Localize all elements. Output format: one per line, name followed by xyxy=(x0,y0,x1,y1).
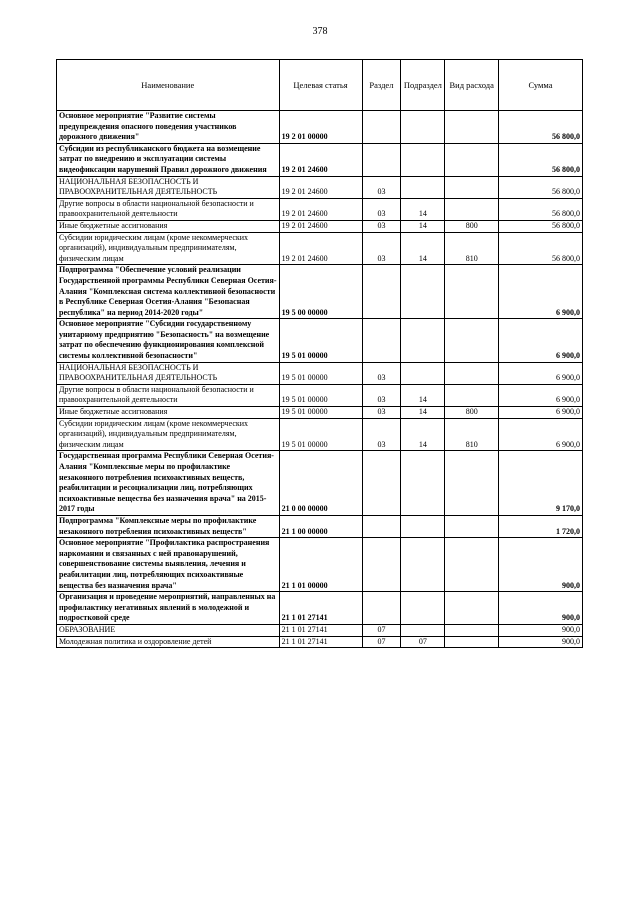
cell-code: 19 2 01 00000 xyxy=(279,111,362,144)
cell-code: 19 5 01 00000 xyxy=(279,362,362,384)
cell-subsection xyxy=(401,111,445,144)
cell-name: НАЦИОНАЛЬНАЯ БЕЗОПАСНОСТЬ И ПРАВООХРАНИТЕЛЬНАЯ ДЕЯТЕЛЬНОСТЬ xyxy=(57,176,280,198)
cell-subsection xyxy=(401,362,445,384)
cell-amount: 900,0 xyxy=(498,636,582,648)
cell-expense-type xyxy=(445,111,499,144)
cell-amount: 900,0 xyxy=(498,592,582,625)
cell-expense-type xyxy=(445,538,499,592)
table-row xyxy=(57,592,583,625)
cell-amount: 6 900,0 xyxy=(498,418,582,451)
cell-section: 03 xyxy=(362,362,401,384)
cell-name: Подпрограмма "Комплексные меры по профилактике незаконного потребления психоактивных веществ" xyxy=(57,515,280,537)
cell-expense-type xyxy=(445,592,499,625)
cell-name: Субсидии из республиканского бюджета на возмещение затрат по внедрению и эксплуатации системы видеофиксации нарушений Правил дорожного движения xyxy=(57,143,280,176)
table-row xyxy=(57,362,583,384)
cell-subsection: 14 xyxy=(401,407,445,419)
table-row xyxy=(57,198,583,220)
table-row xyxy=(57,143,583,176)
cell-amount: 56 800,0 xyxy=(498,198,582,220)
cell-amount: 56 800,0 xyxy=(498,220,582,232)
cell-expense-type: 810 xyxy=(445,418,499,451)
cell-expense-type xyxy=(445,362,499,384)
cell-subsection xyxy=(401,143,445,176)
page-number: 378 xyxy=(312,26,328,37)
cell-section: 07 xyxy=(362,624,401,636)
cell-code: 21 0 00 00000 xyxy=(279,451,362,516)
cell-expense-type xyxy=(445,636,499,648)
cell-amount: 6 900,0 xyxy=(498,407,582,419)
cell-expense-type xyxy=(445,319,499,362)
table-row xyxy=(57,319,583,362)
cell-name: Иные бюджетные ассигнования xyxy=(57,220,280,232)
cell-subsection: 14 xyxy=(401,384,445,406)
cell-name: Субсидии юридическим лицам (кроме некоммерческих организаций), индивидуальным предпринимателям, физическим лицам xyxy=(57,232,280,265)
cell-name: Молодежная политика и оздоровление детей xyxy=(57,636,280,648)
cell-expense-type xyxy=(445,624,499,636)
cell-expense-type xyxy=(445,515,499,537)
cell-section xyxy=(362,451,401,516)
cell-amount: 900,0 xyxy=(498,538,582,592)
cell-section: 03 xyxy=(362,407,401,419)
cell-code: 19 2 01 24600 xyxy=(279,143,362,176)
table-row xyxy=(57,451,583,516)
cell-amount: 900,0 xyxy=(498,624,582,636)
cell-expense-type: 800 xyxy=(445,407,499,419)
table-row xyxy=(57,176,583,198)
cell-section: 03 xyxy=(362,220,401,232)
cell-amount: 56 800,0 xyxy=(498,111,582,144)
cell-name: НАЦИОНАЛЬНАЯ БЕЗОПАСНОСТЬ И ПРАВООХРАНИТЕЛЬНАЯ ДЕЯТЕЛЬНОСТЬ xyxy=(57,362,280,384)
cell-name: Иные бюджетные ассигнования xyxy=(57,407,280,419)
cell-expense-type xyxy=(445,198,499,220)
cell-name: Подпрограмма "Обеспечение условий реализации Государственной программы Республики Северная Осетия-Алания "Комплексная система коллективной безопасности в Республике Северная Осетия-Алания "Безопасная республика" на период 2014-2020 годы" xyxy=(57,265,280,319)
cell-subsection xyxy=(401,319,445,362)
table-row xyxy=(57,636,583,648)
table-row xyxy=(57,407,583,419)
cell-section: 03 xyxy=(362,176,401,198)
cell-amount: 56 800,0 xyxy=(498,143,582,176)
cell-subsection: 14 xyxy=(401,220,445,232)
header-name: Наименование xyxy=(57,60,280,111)
cell-expense-type xyxy=(445,143,499,176)
cell-name: Субсидии юридическим лицам (кроме некоммерческих организаций), индивидуальным предпринимателям, физическим лицам xyxy=(57,418,280,451)
table-row xyxy=(57,111,583,144)
cell-code: 21 1 00 00000 xyxy=(279,515,362,537)
cell-code: 19 2 01 24600 xyxy=(279,232,362,265)
cell-code: 21 1 01 27141 xyxy=(279,624,362,636)
cell-subsection xyxy=(401,451,445,516)
header-section: Раздел xyxy=(362,60,401,111)
cell-code: 21 1 01 27141 xyxy=(279,636,362,648)
cell-amount: 1 720,0 xyxy=(498,515,582,537)
cell-expense-type xyxy=(445,176,499,198)
cell-amount: 6 900,0 xyxy=(498,362,582,384)
cell-expense-type xyxy=(445,451,499,516)
cell-section: 03 xyxy=(362,198,401,220)
table-row xyxy=(57,232,583,265)
cell-expense-type xyxy=(445,265,499,319)
cell-section xyxy=(362,538,401,592)
cell-code: 21 1 01 00000 xyxy=(279,538,362,592)
cell-subsection: 14 xyxy=(401,418,445,451)
cell-subsection xyxy=(401,592,445,625)
cell-expense-type: 810 xyxy=(445,232,499,265)
cell-code: 19 2 01 24600 xyxy=(279,220,362,232)
cell-amount: 56 800,0 xyxy=(498,232,582,265)
cell-section xyxy=(362,592,401,625)
cell-section xyxy=(362,319,401,362)
cell-amount: 6 900,0 xyxy=(498,265,582,319)
table-row xyxy=(57,418,583,451)
cell-name: Основное мероприятие "Развитие системы предупреждения опасного поведения участников дорожного движения" xyxy=(57,111,280,144)
cell-code: 21 1 01 27141 xyxy=(279,592,362,625)
cell-amount: 6 900,0 xyxy=(498,384,582,406)
cell-name: Организация и проведение мероприятий, направленных на профилактику негативных явлений в молодежной и подростковой среде xyxy=(57,592,280,625)
cell-name: ОБРАЗОВАНИЕ xyxy=(57,624,280,636)
cell-name: Другие вопросы в области национальной безопасности и правоохранительной деятельности xyxy=(57,384,280,406)
cell-code: 19 2 01 24600 xyxy=(279,198,362,220)
cell-section xyxy=(362,143,401,176)
cell-subsection xyxy=(401,538,445,592)
cell-subsection xyxy=(401,265,445,319)
cell-subsection xyxy=(401,176,445,198)
table-row xyxy=(57,265,583,319)
table-header-row xyxy=(57,60,583,111)
cell-expense-type xyxy=(445,384,499,406)
cell-name: Основное мероприятие "Субсидии государственному унитарному предприятию "Безопасность" на возмещение затрат по обеспечению функционирования комплексной системы коллективной безопасности" xyxy=(57,319,280,362)
header-amount: Сумма xyxy=(498,60,582,111)
cell-amount: 9 170,0 xyxy=(498,451,582,516)
header-subsection: Подраздел xyxy=(401,60,445,111)
cell-name: Другие вопросы в области национальной безопасности и правоохранительной деятельности xyxy=(57,198,280,220)
cell-code: 19 5 01 00000 xyxy=(279,384,362,406)
table-row xyxy=(57,515,583,537)
cell-subsection xyxy=(401,515,445,537)
table-row xyxy=(57,538,583,592)
cell-code: 19 5 01 00000 xyxy=(279,319,362,362)
cell-section: 07 xyxy=(362,636,401,648)
cell-expense-type: 800 xyxy=(445,220,499,232)
table-row xyxy=(57,624,583,636)
cell-section: 03 xyxy=(362,384,401,406)
cell-section xyxy=(362,111,401,144)
cell-code: 19 5 00 00000 xyxy=(279,265,362,319)
cell-section: 03 xyxy=(362,232,401,265)
cell-section: 03 xyxy=(362,418,401,451)
cell-amount: 56 800,0 xyxy=(498,176,582,198)
table-row xyxy=(57,384,583,406)
cell-subsection: 07 xyxy=(401,636,445,648)
cell-name: Основное мероприятие "Профилактика распространения наркомании и связанных с ней правонарушений, совершенствование системы выявления, лечения и реабилитации лиц, потребляющих психоактивные вещества без назначения врача" xyxy=(57,538,280,592)
table-row xyxy=(57,220,583,232)
cell-code: 19 2 01 24600 xyxy=(279,176,362,198)
cell-subsection: 14 xyxy=(401,198,445,220)
cell-amount: 6 900,0 xyxy=(498,319,582,362)
cell-code: 19 5 01 00000 xyxy=(279,407,362,419)
cell-section xyxy=(362,515,401,537)
cell-subsection xyxy=(401,624,445,636)
header-expense-type: Вид расхода xyxy=(445,60,499,111)
cell-subsection: 14 xyxy=(401,232,445,265)
cell-code: 19 5 01 00000 xyxy=(279,418,362,451)
budget-table xyxy=(56,59,583,648)
cell-section xyxy=(362,265,401,319)
header-code: Целевая статья xyxy=(279,60,362,111)
cell-name: Государственная программа Республики Северная Осетия-Алания "Комплексные меры по профилактике незаконного потребления психоактивных веществ, реабилитации и ресоциализации лиц, потребляющих психоактивные вещества без назначения врача" на 2015-2017 годы xyxy=(57,451,280,516)
